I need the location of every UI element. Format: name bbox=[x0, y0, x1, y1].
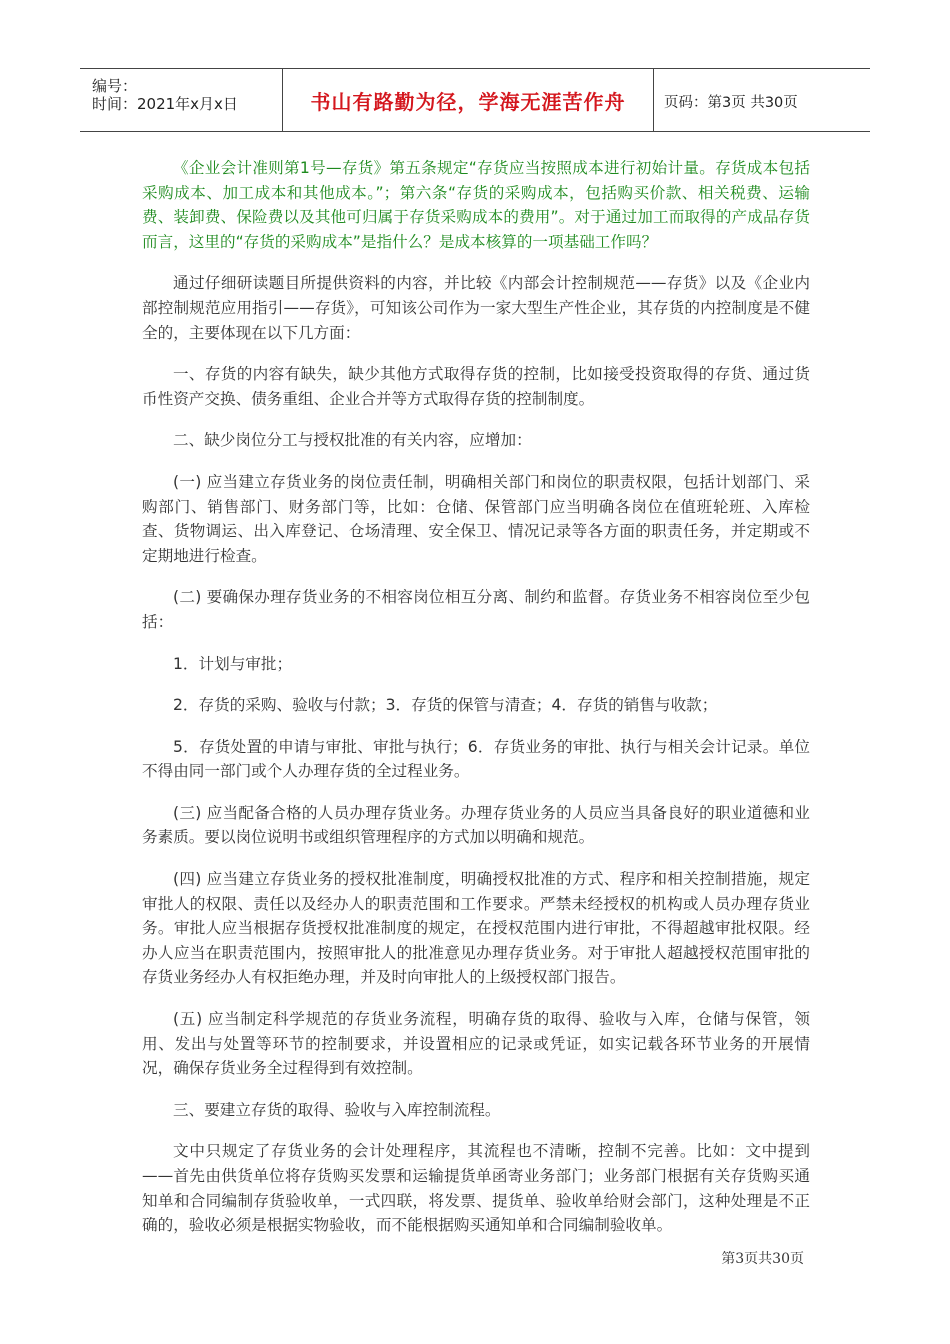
question-paragraph: 《企业会计准则第1号—存货》第五条规定“存货应当按照成本进行初始计量。存货成本包括采购成本、加工成本和其他成本。”；第六条“存货的采购成本，包括购买价款、相关税费、运输费、装卸费、保险费以及其他可归属于存货采购成本的费用”。对于通过加工而取得的产成品存货而言，这里的“存货的采购成本”是指什么？是成本核算的一项基础工作吗？ bbox=[142, 159, 810, 251]
body-paragraph: (五) 应当制定科学规范的存货业务流程，明确存货的取得、验收与入库，仓储与保管，领用、发出与处置等环节的控制要求，并设置相应的记录或凭证，如实记载各环节业务的开展情况，确保存货业务全过程得到有效控制。 bbox=[142, 1010, 810, 1078]
body-paragraph: (三) 应当配备合格的人员办理存货业务。办理存货业务的人员应当具备良好的职业道德和业务素质。要以岗位说明书或组织管理程序的方式加以明确和规范。 bbox=[142, 803, 810, 847]
body-paragraph: 1．计划与审批； bbox=[173, 654, 293, 673]
body-paragraph: 文中只规定了存货业务的会计处理程序，其流程也不清晰，控制不完善。比如：文中提到——首先由供货单位将存货购买发票和运输提货单函寄业务部门；业务部门根据有关存货购买通知单和合同编制存货验收单，一式四联，将发票、提货单、验收单给财会部门，这种处理是不正确的，验收必须是根据实物验收，而不能根据购买通知单和合同编制验收单。 bbox=[142, 1142, 810, 1235]
body-paragraph: 一、存货的内容有缺失，缺少其他方式取得存货的控制，比如接受投资取得的存货、通过货币性资产交换、债务重组、企业合并等方式取得存货的控制制度。 bbox=[142, 365, 810, 408]
body-paragraph: 三、要建立存货的取得、验收与入库控制流程。 bbox=[173, 1100, 501, 1119]
document-header bbox=[80, 68, 870, 132]
header-meta-cell bbox=[80, 69, 283, 131]
header-motto-cell bbox=[283, 69, 654, 131]
header-page-cell bbox=[654, 69, 870, 131]
body-paragraph: (二) 要确保办理存货业务的不相容岗位相互分离、制约和监督。存货业务不相容岗位至少包括： bbox=[142, 588, 810, 631]
header-motto: 书山有路勤为径，学海无涯苦作舟 bbox=[310, 90, 626, 114]
body-paragraph: (四) 应当建立存货业务的授权批准制度，明确授权批准的方式、程序和相关控制措施，规定审批人的权限、责任以及经办人的职责范围和工作要求。严禁未经授权的机构或人员办理存货业务。审批人应当根据存货授权批准制度的规定，在授权范围内进行审批，不得超越审批权限。经办人应当在职责范围内，按照审批人的批准意见办理存货业务。对于审批人超越授权范围审批的存货业务经办人有权拒绝办理，并及时向审批人的上级授权部门报告。 bbox=[142, 870, 810, 987]
page-footer: 第3页共30页 bbox=[721, 1251, 804, 1267]
body-paragraph: (一) 应当建立存货业务的岗位责任制，明确相关部门和岗位的职责权限，包括计划部门、采购部门、销售部门、财务部门等，比如：仓储、保管部门应当明确各岗位在值班轮班、入库检查、货物调运、出入库登记、仓场清理、安全保卫、情况记录等各方面的职责任务，并定期或不定期地进行检查。 bbox=[142, 472, 810, 565]
body-paragraph: 2．存货的采购、验收与付款；3．存货的保管与清查；4．存货的销售与收款； bbox=[173, 696, 718, 715]
document-body bbox=[142, 156, 810, 1255]
body-paragraph: 5．存货处置的申请与审批、审批与执行；6．存货业务的审批、执行与相关会计记录。单位不得由同一部门或个人办理存货的全过程业务。 bbox=[142, 737, 810, 781]
document-date-label: 时间：2021年x月x日 bbox=[92, 95, 238, 113]
header-page-info: 页码：第3页 共30页 bbox=[664, 95, 798, 111]
body-paragraph: 通过仔细研读题目所提供资料的内容，并比较《内部会计控制规范——存货》以及《企业内部控制规范应用指引——存货》，可知该公司作为一家大型生产性企业，其存货的内控制度是不健全的，主要体现在以下几方面： bbox=[142, 274, 810, 342]
document-number-label: 编号： bbox=[92, 77, 138, 95]
body-paragraph: 二、缺少岗位分工与授权批准的有关内容，应增加： bbox=[173, 431, 532, 450]
